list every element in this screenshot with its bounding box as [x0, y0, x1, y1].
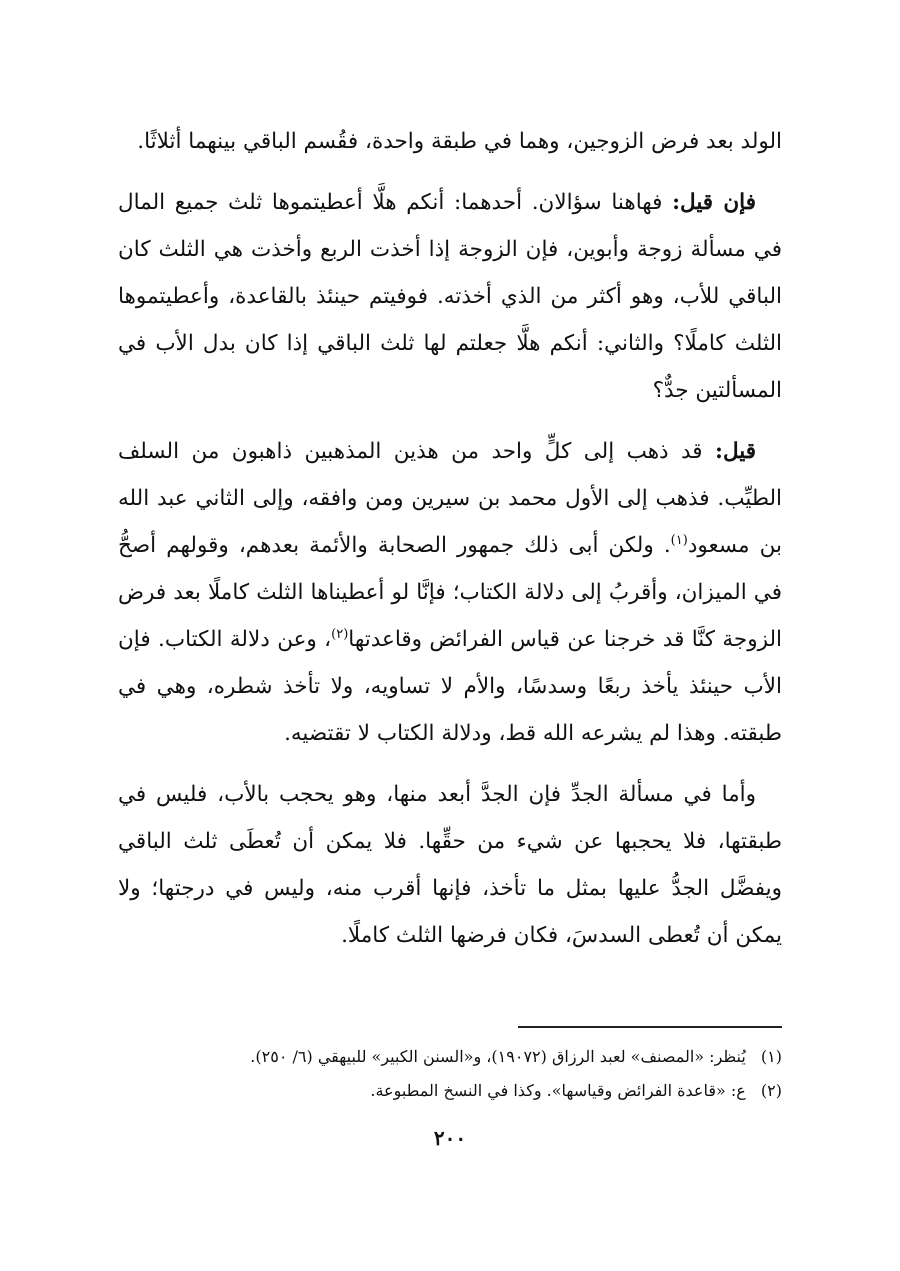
footnote-ref-2: (٢) [331, 626, 349, 642]
paragraph-2-lead: فإن قيل: [672, 190, 756, 215]
paragraph-3-lead: قيل: [715, 439, 756, 464]
paragraph-2 [118, 179, 782, 414]
footnote-ref-1: (١) [670, 532, 688, 548]
paragraph-4 [118, 771, 782, 959]
paragraph-1-text: الولد بعد فرض الزوجين، وهما في طبقة واحدة، فقُسم الباقي بينهما أثلاثًا. [137, 129, 782, 154]
footnote-2 [118, 1074, 782, 1108]
footnote-1-text: يُنظر: «المصنف» لعبد الرزاق (١٩٠٧٢)، و«السنن الكبير» للبيهقي (٦/ ٢٥٠). [250, 1047, 746, 1066]
footnote-separator [518, 1026, 782, 1028]
footnotes [118, 1040, 782, 1108]
paragraph-1 [118, 118, 782, 165]
footnote-2-number: (٢) [760, 1081, 782, 1100]
paragraph-3 [118, 428, 782, 757]
paragraph-2-text: فهاهنا سؤالان. أحدهما: أنكم هلَّا أعطيتموها ثلث جميع المال في مسألة زوجة وأبوين، فإن الزوجة إذا أخذت الربع وأخذت هي الثلث كان الباقي للأب، وهو أكثر من الذي أخذته. فوفيتم حينئذ بالقاعدة، وأعطيتموها الثلث كاملًا؟ والثاني: أنكم هلَّا جعلتم لها ثلث الباقي إذا كان بدل الأب في المسألتين جدٌّ؟ [118, 190, 782, 403]
paragraph-3-text-c: ، وعن دلالة الكتاب. فإن الأب حينئذ يأخذ ربعًا وسدسًا، والأم لا تساويه، ولا تأخذ شطره، وهي في طبقته. وهذا لم يشرعه الله قط، ودلالة الكتاب لا تقتضيه. [118, 627, 782, 746]
footnote-1-number: (١) [760, 1047, 782, 1066]
paragraph-4-text: وأما في مسألة الجدِّ فإن الجدَّ أبعد منها، وهو يحجب بالأب، فليس في طبقتها، فلا يحجبها عن شيء من حقِّها. فلا يمكن أن تُعطَى ثلث الباقي ويفضَّل الجدُّ عليها بمثل ما تأخذ، فإنها أقرب منه، وليس في درجتها؛ ولا يمكن أن تُعطى السدسَ، فكان فرضها الثلث كاملًا. [118, 782, 782, 948]
page-number: ٢٠٠ [433, 1126, 467, 1150]
footnote-1 [118, 1040, 782, 1074]
main-text [118, 118, 782, 973]
paragraph-3-text-a: قد ذهب إلى كلٍّ واحد من هذين المذهبين ذاهبون من السلف الطيِّب. فذهب إلى الأول محمد بن سيرين ومن وافقه، وإلى الثاني عبد الله بن مسعود [118, 439, 783, 558]
footnote-2-text: ع: «قاعدة الفرائض وقياسها». وكذا في النسخ المطبوعة. [370, 1081, 746, 1100]
paragraph-3-text-b: . ولكن أبى ذلك جمهور الصحابة والأئمة بعدهم، وقولهم أصحُّ في الميزان، وأقربُ إلى دلالة الكتاب؛ فإنَّا لو أعطيناها الثلث كاملًا بعد فرض الزوجة كنَّا قد خرجنا عن قياس الفرائض وقاعدتها [118, 533, 782, 652]
